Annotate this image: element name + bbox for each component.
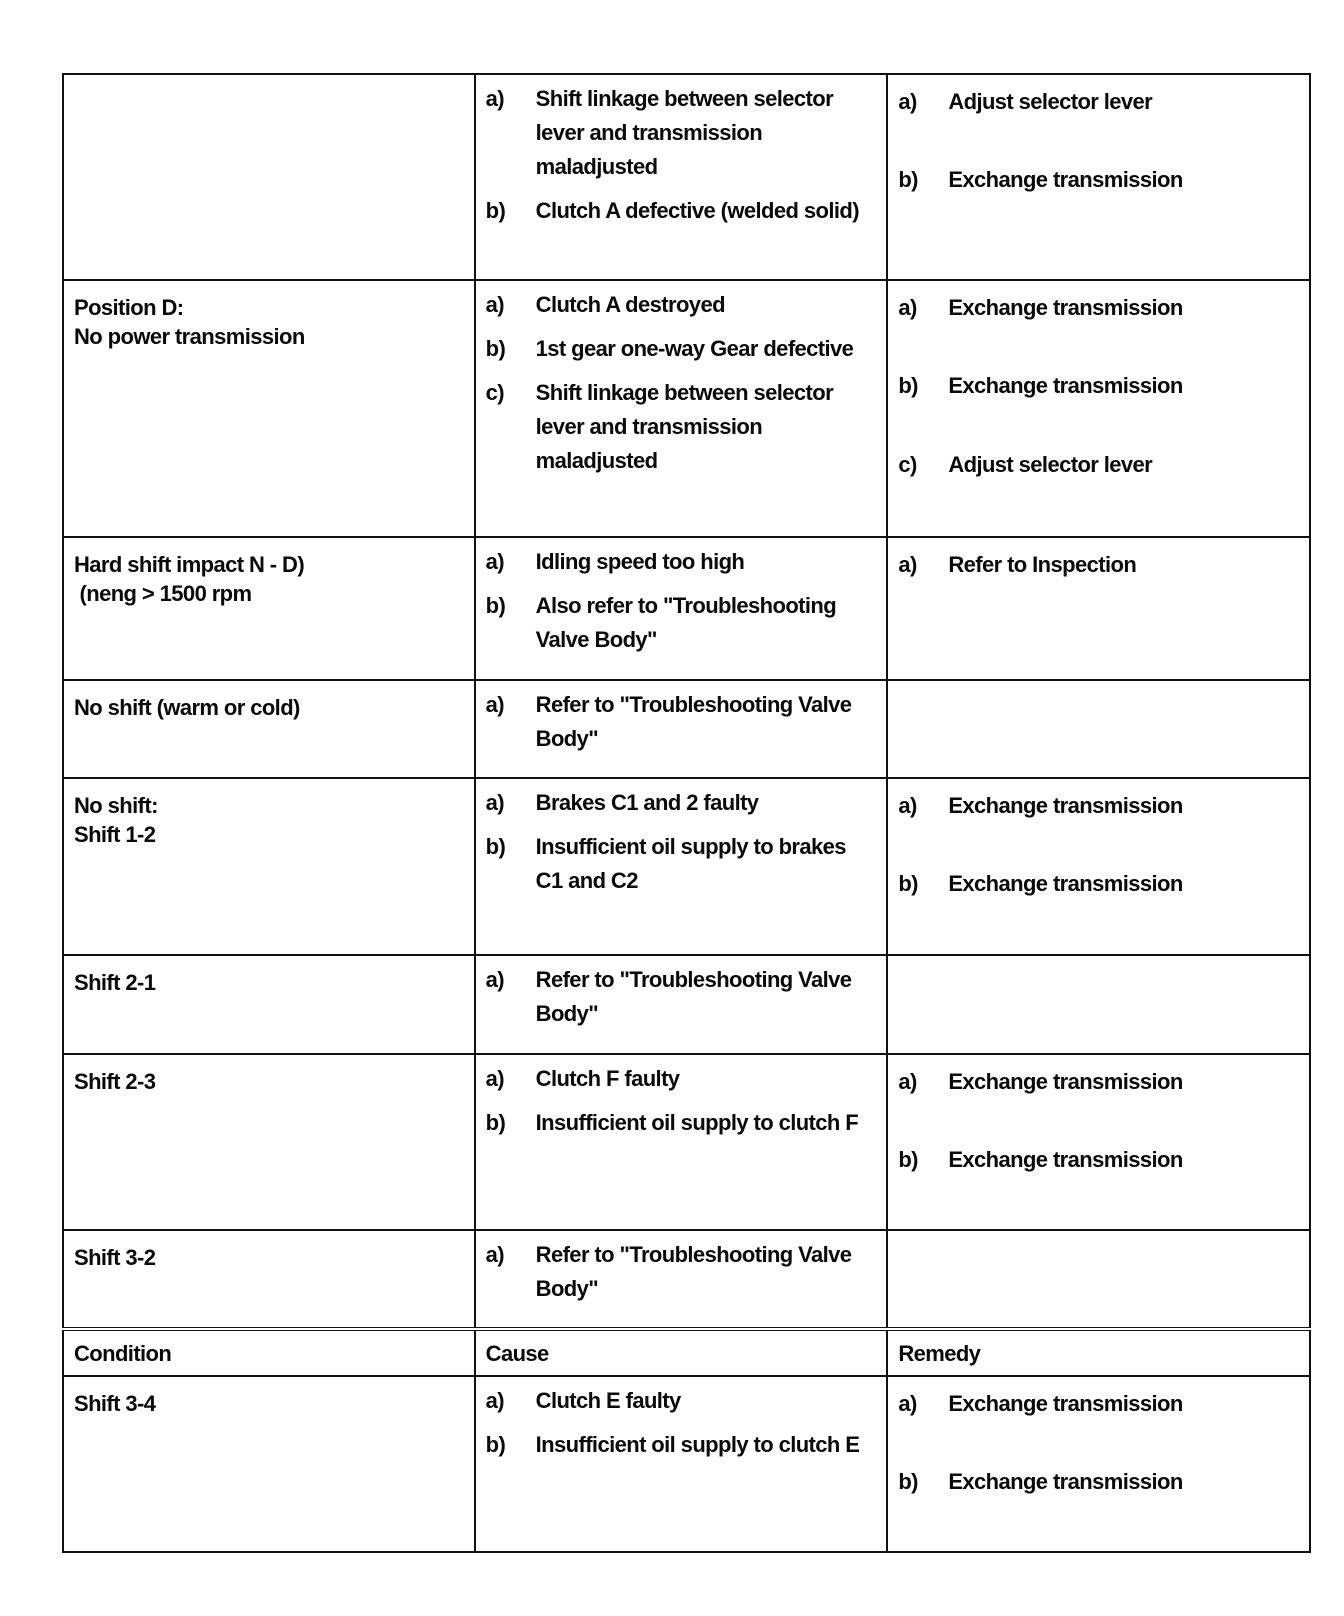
troubleshooting-table xyxy=(62,73,1311,1553)
cause-item xyxy=(486,589,879,657)
remedy-item-label: a) xyxy=(898,1391,917,1416)
cause-item-text: Refer to "Troubleshooting Valve Body" xyxy=(535,1242,852,1301)
remedy-cell xyxy=(887,778,1310,955)
condition-line: Shift 1-2 xyxy=(74,822,156,847)
condition-line: No shift: xyxy=(74,793,158,818)
remedy-cell xyxy=(887,74,1310,280)
table-row xyxy=(63,1230,1310,1329)
cause-item-text: Brakes C1 and 2 faulty xyxy=(535,790,759,815)
cause-cell xyxy=(475,1054,888,1230)
remedy-item xyxy=(898,867,1301,901)
cause-item-label: c) xyxy=(485,380,505,405)
cause-cell xyxy=(475,280,888,537)
table-row xyxy=(63,1376,1310,1552)
remedy-item xyxy=(898,85,1301,119)
condition-line: Shift 2-3 xyxy=(74,1069,156,1094)
header-cause: Cause xyxy=(475,1329,888,1376)
cause-item-label: b) xyxy=(485,198,506,223)
remedy-item xyxy=(898,1387,1301,1421)
cause-item-label: b) xyxy=(485,593,506,618)
table-row xyxy=(63,280,1310,537)
cause-item xyxy=(486,830,879,898)
remedy-item-text: Adjust selector lever xyxy=(948,452,1153,477)
remedy-item xyxy=(898,291,1301,325)
remedy-item xyxy=(898,789,1301,823)
condition-line: Hard shift impact N - D) xyxy=(74,552,305,577)
remedy-item-text: Exchange transmission xyxy=(948,1469,1183,1494)
cause-item-text: Idling speed too high xyxy=(535,549,745,574)
cause-item-text: Insufficient oil supply to clutch E xyxy=(535,1432,860,1457)
table-row xyxy=(63,1054,1310,1230)
condition-cell xyxy=(63,680,475,778)
remedy-item-label: a) xyxy=(898,552,917,577)
condition-cell xyxy=(63,1054,475,1230)
remedy-item xyxy=(898,1143,1301,1177)
remedy-item-text: Exchange transmission xyxy=(948,1147,1183,1172)
remedy-item-text: Exchange transmission xyxy=(948,373,1183,398)
cause-item-label: a) xyxy=(485,790,505,815)
cause-item-text: Shift linkage between selector lever and transmission maladjusted xyxy=(535,380,834,473)
cause-item-text: Shift linkage between selector lever and transmission maladjusted xyxy=(535,86,834,179)
remedy-item-label: b) xyxy=(898,1147,918,1172)
remedy-item xyxy=(898,548,1301,582)
remedy-item-text: Exchange transmission xyxy=(948,295,1183,320)
remedy-cell xyxy=(887,1054,1310,1230)
cause-item xyxy=(486,1238,879,1306)
cause-item-text: Refer to "Troubleshooting Valve Body" xyxy=(535,967,852,1026)
remedy-item-label: a) xyxy=(898,295,917,320)
remedy-cell xyxy=(887,955,1310,1054)
table-body-bottom xyxy=(63,1376,1310,1552)
remedy-item xyxy=(898,163,1301,197)
cause-item xyxy=(486,963,879,1031)
cause-item xyxy=(486,1428,879,1462)
cause-item-label: b) xyxy=(485,834,506,859)
condition-cell xyxy=(63,1230,475,1329)
cause-item-text: Clutch A defective (welded solid) xyxy=(535,198,859,223)
cause-item-label: b) xyxy=(485,1110,506,1135)
table-body-top xyxy=(63,74,1310,1329)
cause-item-label: a) xyxy=(485,292,505,317)
cause-item-text: Insufficient oil supply to brakes C1 and C2 xyxy=(535,834,846,893)
remedy-cell xyxy=(887,280,1310,537)
condition-line: Shift 3-4 xyxy=(74,1391,156,1416)
cause-item-text: Also refer to "Troubleshooting Valve Body" xyxy=(535,593,837,652)
cause-item-label: a) xyxy=(485,1388,505,1413)
cause-item xyxy=(486,1106,879,1140)
table-row xyxy=(63,537,1310,680)
remedy-item-label: b) xyxy=(898,1469,918,1494)
condition-cell xyxy=(63,955,475,1054)
cause-item xyxy=(486,376,879,478)
cause-cell xyxy=(475,74,888,280)
cause-item xyxy=(486,1062,879,1096)
cause-item-label: a) xyxy=(485,1066,505,1091)
remedy-item-text: Exchange transmission xyxy=(948,793,1183,818)
cause-item-label: a) xyxy=(485,692,505,717)
remedy-item-text: Refer to Inspection xyxy=(948,552,1137,577)
cause-item-text: 1st gear one-way Gear defective xyxy=(535,336,854,361)
header-row xyxy=(63,1329,1310,1376)
remedy-item-label: a) xyxy=(898,1069,917,1094)
remedy-item xyxy=(898,1065,1301,1099)
cause-item-text: Clutch A destroyed xyxy=(535,292,725,317)
remedy-item-label: a) xyxy=(898,89,917,114)
remedy-item-label: a) xyxy=(898,793,917,818)
remedy-cell xyxy=(887,1376,1310,1552)
condition-cell xyxy=(63,1376,475,1552)
header-remedy: Remedy xyxy=(887,1329,1310,1376)
cause-item-label: a) xyxy=(485,967,505,992)
condition-line: No power transmission xyxy=(74,324,305,349)
remedy-item-text: Adjust selector lever xyxy=(948,89,1153,114)
condition-cell xyxy=(63,778,475,955)
cause-item xyxy=(486,194,879,228)
cause-item-label: a) xyxy=(485,86,505,111)
remedy-item-text: Exchange transmission xyxy=(948,1391,1183,1416)
remedy-item xyxy=(898,369,1301,403)
cause-item-text: Insufficient oil supply to clutch F xyxy=(535,1110,859,1135)
condition-line: Position D: xyxy=(74,295,184,320)
cause-item xyxy=(486,288,879,322)
table-row xyxy=(63,955,1310,1054)
cause-item-label: b) xyxy=(485,336,506,361)
cause-item-text: Clutch F faulty xyxy=(535,1066,680,1091)
cause-cell xyxy=(475,955,888,1054)
remedy-item-text: Exchange transmission xyxy=(948,1069,1183,1094)
remedy-item xyxy=(898,1465,1301,1499)
remedy-cell xyxy=(887,1230,1310,1329)
cause-item xyxy=(486,545,879,579)
condition-line: Shift 3-2 xyxy=(74,1245,156,1270)
table-header xyxy=(63,1329,1310,1376)
remedy-item xyxy=(898,448,1301,482)
condition-line: Shift 2-1 xyxy=(74,970,156,995)
cause-item xyxy=(486,688,879,756)
cause-item xyxy=(486,82,879,184)
cause-cell xyxy=(475,778,888,955)
cause-item-text: Refer to "Troubleshooting Valve Body" xyxy=(535,692,852,751)
cause-item-label: b) xyxy=(485,1432,506,1457)
remedy-item-text: Exchange transmission xyxy=(948,871,1183,896)
header-condition: Condition xyxy=(63,1329,475,1376)
condition-line: (neng > 1500 rpm xyxy=(74,581,252,606)
cause-item-label: a) xyxy=(485,549,505,574)
remedy-cell xyxy=(887,537,1310,680)
remedy-item-label: b) xyxy=(898,167,918,192)
cause-item-text: Clutch E faulty xyxy=(535,1388,681,1413)
remedy-cell xyxy=(887,680,1310,778)
condition-cell xyxy=(63,280,475,537)
remedy-item-text: Exchange transmission xyxy=(948,167,1183,192)
cause-cell xyxy=(475,537,888,680)
cause-item xyxy=(486,332,879,366)
cause-item xyxy=(486,786,879,820)
cause-cell xyxy=(475,680,888,778)
cause-cell xyxy=(475,1230,888,1329)
cause-item-label: a) xyxy=(485,1242,505,1267)
cause-cell xyxy=(475,1376,888,1552)
condition-cell xyxy=(63,537,475,680)
remedy-item-label: c) xyxy=(898,452,917,477)
remedy-item-label: b) xyxy=(898,871,918,896)
table-row xyxy=(63,74,1310,280)
condition-cell xyxy=(63,74,475,280)
table-row xyxy=(63,778,1310,955)
remedy-item-label: b) xyxy=(898,373,918,398)
cause-item xyxy=(486,1384,879,1418)
table-row xyxy=(63,680,1310,778)
condition-line: No shift (warm or cold) xyxy=(74,695,300,720)
